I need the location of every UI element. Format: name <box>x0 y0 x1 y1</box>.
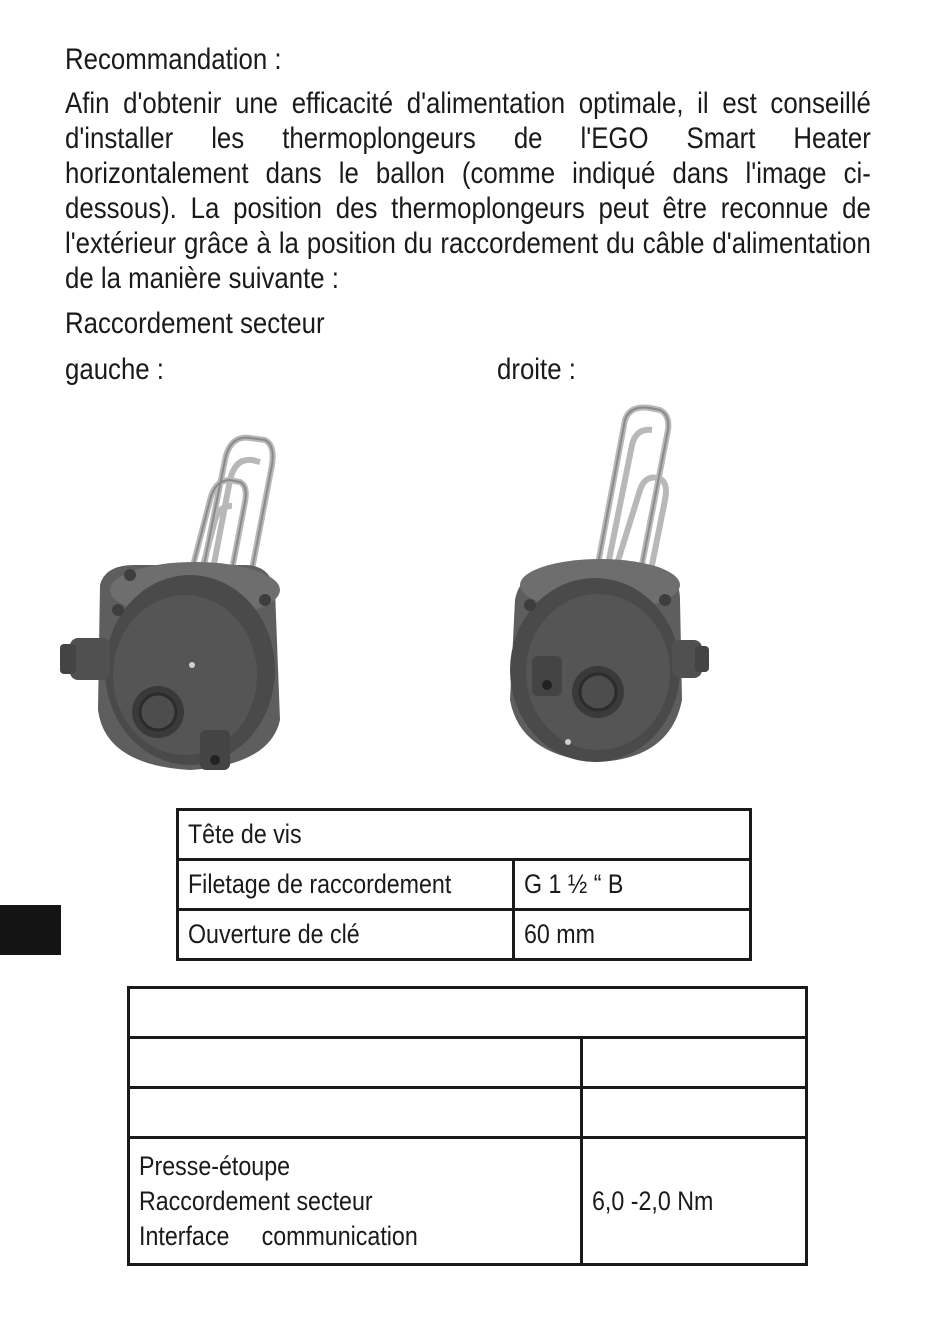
table1-row1-label: Filetage de raccordement <box>178 860 514 910</box>
table-row <box>129 1038 807 1088</box>
table2-row3-label: Presse-étoupe Raccordement secteur Interface communication <box>129 1138 582 1265</box>
table2-header <box>129 988 807 1038</box>
table1-row2-label: Ouverture de clé <box>178 910 514 960</box>
heading: Recommandation : <box>65 43 282 76</box>
table-row <box>129 1088 807 1138</box>
table1-header: Tête de vis <box>178 810 751 860</box>
table1-row1-value: G 1 ½ “ B <box>514 860 751 910</box>
thread-spec-table <box>176 808 752 961</box>
table-row <box>178 910 751 960</box>
table-row <box>178 860 751 910</box>
table2-row2-label <box>129 1088 582 1138</box>
table1-row2-value: 60 mm <box>514 910 751 960</box>
label-right: droite : <box>497 353 576 386</box>
intro-paragraph: Afin d'obtenir une efficacité d'alimentation optimale, il est conseillé d'installer les thermoplongeurs de l'EGO Smart Heater horizontalement dans le ballon (comme indiqué dans l'image ci-dessous). La position des thermoplongeurs peut être reconnue de l'extérieur grâce à la position du raccordement du câble d'alimentation de la manière suivante : <box>65 87 871 295</box>
side-tab-marker <box>0 905 61 955</box>
table2-row1-label <box>129 1038 582 1088</box>
table-row <box>129 1138 807 1265</box>
table2-row1-value <box>582 1038 807 1088</box>
table2-row2-value <box>582 1088 807 1138</box>
table2-row3-value: 6,0 -2,0 Nm <box>582 1138 807 1265</box>
heater-right-illustration <box>500 400 715 770</box>
label-left: gauche : <box>65 353 164 386</box>
heater-left-illustration <box>60 420 300 780</box>
torque-table <box>127 986 808 1266</box>
subheading: Raccordement secteur <box>65 307 325 340</box>
